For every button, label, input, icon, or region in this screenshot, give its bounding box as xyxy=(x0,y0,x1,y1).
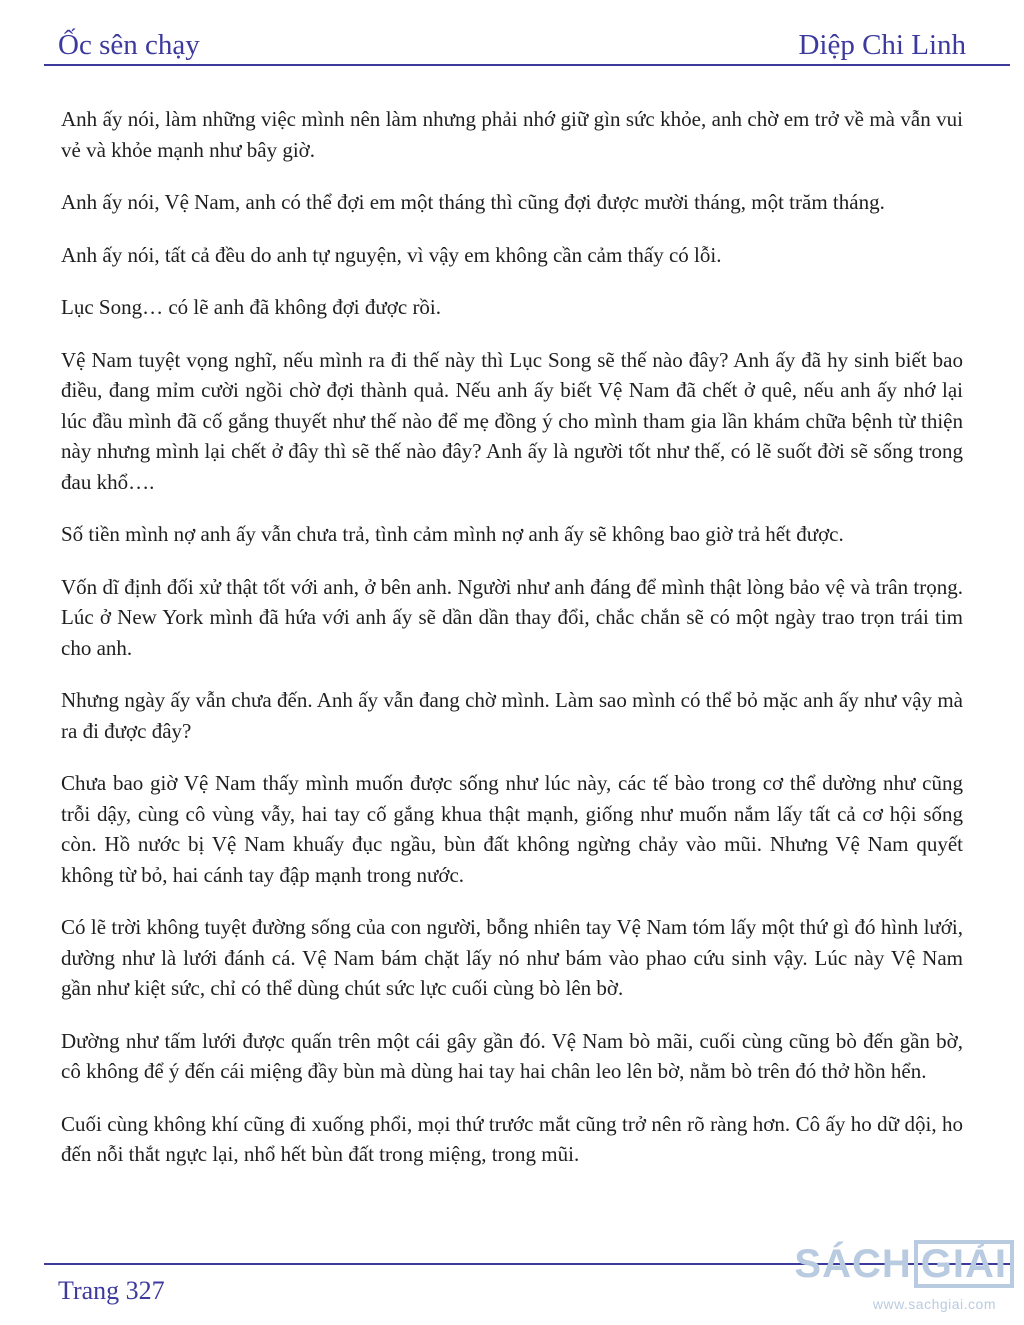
watermark-logo-boxed: GIẢI xyxy=(914,1240,1014,1288)
paragraph: Số tiền mình nợ anh ấy vẫn chưa trả, tình cảm mình nợ anh ấy sẽ không bao giờ trả hết được. xyxy=(61,522,844,546)
header-divider xyxy=(44,64,1010,66)
paragraph: Vốn dĩ định đối xử thật tốt với anh, ở bên anh. Người như anh đáng để mình thật lòng bảo vệ và trân trọng. Lúc ở New York mình đã hứa với anh ấy sẽ dần dần thay đổi, chắc chắn sẽ có một ngày trao trọn trái tim cho anh. xyxy=(61,574,963,660)
watermark xyxy=(794,1238,1018,1320)
paragraph: Lục Song… có lẽ anh đã không đợi được rồi. xyxy=(61,295,442,319)
watermark-url: www.sachgiai.com xyxy=(872,1296,996,1312)
page-number: Trang 327 xyxy=(58,1276,165,1305)
paragraph: Vệ Nam tuyệt vọng nghĩ, nếu mình ra đi thế này thì Lục Song sẽ thế nào đây? Anh ấy đã hy sinh biết bao điều, đang mỉm cười ngồi chờ đợi thành quả. Nếu anh ấy biết Vệ Nam đã chết ở quê, nếu anh ấy nhớ lại lúc đầu mình đã cố gắng thuyết như thế nào để mẹ đồng ý cho mình tham gia lần khám chữa bệnh từ thiện này nhưng mình lại chết ở đây thì sẽ thế nào đây? Anh ấy là người tốt như thế, có lẽ suốt đời sẽ sống trong đau khổ…. xyxy=(61,347,963,494)
page-body xyxy=(61,104,963,1192)
paragraph: Nhưng ngày ấy vẫn chưa đến. Anh ấy vẫn đang chờ mình. Làm sao mình có thể bỏ mặc anh ấy như vậy mà ra đi được đây? xyxy=(61,688,963,743)
page-header xyxy=(58,22,966,62)
book-title: Ốc sên chạy xyxy=(58,29,200,61)
paragraph: Chưa bao giờ Vệ Nam thấy mình muốn được sống như lúc này, các tế bào trong cơ thể dường như cũng trỗi dậy, cùng cô vùng vẫy, hai tay cố gắng khua thật mạnh, giống như muốn nắm lấy tất cả cơ hội sống còn. Hồ nước bị Vệ Nam khuấy đục ngầu, bùn đất không ngừng chảy vào mũi. Nhưng Vệ Nam quyết không từ bỏ, hai cánh tay đập mạnh trong nước. xyxy=(61,771,963,887)
watermark-logo xyxy=(794,1238,1014,1290)
paragraph: Anh ấy nói, làm những việc mình nên làm nhưng phải nhớ giữ gìn sức khỏe, anh chờ em trở về mà vẫn vui vẻ và khỏe mạnh như bây giờ. xyxy=(61,107,963,162)
paragraph: Anh ấy nói, tất cả đều do anh tự nguyện, vì vậy em không cần cảm thấy có lỗi. xyxy=(61,242,722,267)
watermark-logo-left: SÁCH xyxy=(794,1241,912,1286)
paragraph: Cuối cùng không khí cũng đi xuống phổi, mọi thứ trước mắt cũng trở nên rõ ràng hơn. Cô ấy ho dữ dội, ho đến nỗi thắt ngực lại, nhổ hết bùn đất trong miệng, trong mũi. xyxy=(61,1111,963,1166)
paragraph: Có lẽ trời không tuyệt đường sống của con người, bỗng nhiên tay Vệ Nam tóm lấy một thứ gì đó hình lưới, dường như là lưới đánh cá. Vệ Nam bám chặt lấy nó như bám vào phao cứu sinh vậy. Lúc này Vệ Nam gần như kiệt sức, chỉ có thể dùng chút sức lực cuối cùng bò lên bờ. xyxy=(61,915,963,1000)
author-name: Diệp Chi Linh xyxy=(798,29,966,61)
paragraph: Anh ấy nói, Vệ Nam, anh có thể đợi em một tháng thì cũng đợi được mười tháng, một trăm tháng. xyxy=(61,190,885,214)
paragraph: Dường như tấm lưới được quấn trên một cái gây gần đó. Vệ Nam bò mãi, cuối cùng cũng bò đến gần bờ, cô không để ý đến cái miệng đầy bùn mà dùng hai tay hai chân leo lên bờ, nằm bò trên đó thở hồn hển. xyxy=(61,1028,963,1083)
